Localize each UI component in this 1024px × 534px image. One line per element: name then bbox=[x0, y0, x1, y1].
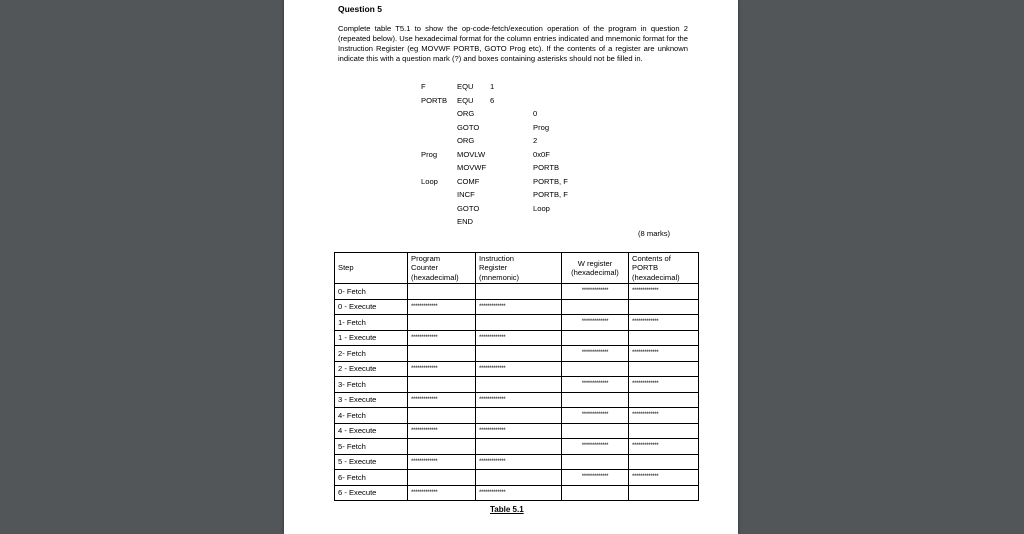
table-row bbox=[335, 454, 699, 470]
cell-portb: ************* bbox=[629, 346, 699, 362]
cell-w-register[interactable] bbox=[562, 454, 629, 470]
document-page bbox=[284, 0, 738, 534]
cell-program-counter: ************* bbox=[408, 423, 476, 439]
cell-portb[interactable] bbox=[629, 330, 699, 346]
table-row bbox=[335, 392, 699, 408]
cell-instruction-register: ************* bbox=[476, 330, 562, 346]
cell-program-counter: ************* bbox=[408, 454, 476, 470]
cell-program-counter: ************* bbox=[408, 299, 476, 315]
cell-w-register: ************* bbox=[562, 284, 629, 300]
code-label: PORTB bbox=[421, 95, 448, 105]
code-op: COMF bbox=[457, 176, 480, 186]
code-op: ORG bbox=[457, 109, 475, 118]
cell-w-register[interactable] bbox=[562, 485, 629, 501]
cell-program-counter: ************* bbox=[408, 330, 476, 346]
table-row bbox=[335, 470, 699, 486]
cell-w-register[interactable] bbox=[562, 299, 629, 315]
table-row bbox=[335, 408, 699, 424]
header-instruction-register: Instruction Register (mnemonic) bbox=[476, 253, 562, 284]
cell-program-counter[interactable] bbox=[408, 315, 476, 331]
cell-step: 4- Fetch bbox=[335, 408, 408, 424]
cell-program-counter[interactable] bbox=[408, 439, 476, 455]
cell-step: 1 - Execute bbox=[335, 330, 408, 346]
cell-portb: ************* bbox=[629, 408, 699, 424]
cell-w-register: ************* bbox=[562, 315, 629, 331]
cell-step: 2- Fetch bbox=[335, 346, 408, 362]
cell-portb[interactable] bbox=[629, 485, 699, 501]
header-portb: Contents of PORTB (hexadecimal) bbox=[629, 253, 699, 284]
cell-w-register: ************* bbox=[562, 439, 629, 455]
table-row bbox=[335, 377, 699, 393]
cell-w-register[interactable] bbox=[562, 392, 629, 408]
cell-portb[interactable] bbox=[629, 392, 699, 408]
cell-instruction-register: ************* bbox=[476, 392, 562, 408]
cell-step: 0 - Execute bbox=[335, 299, 408, 315]
cell-portb: ************* bbox=[629, 315, 699, 331]
table-row bbox=[335, 330, 699, 346]
table-header-row bbox=[335, 253, 699, 284]
marks-label: (8 marks) bbox=[638, 229, 671, 238]
code-op: EQU bbox=[457, 82, 474, 91]
code-arg: PORTB bbox=[533, 163, 560, 172]
table-row bbox=[335, 284, 699, 300]
code-arg: 1 bbox=[490, 82, 495, 91]
cell-instruction-register[interactable] bbox=[476, 377, 562, 393]
cell-instruction-register[interactable] bbox=[476, 408, 562, 424]
table-body bbox=[335, 284, 699, 501]
code-arg: 0 bbox=[533, 109, 538, 118]
header-w-register: W register (hexadecimal) bbox=[562, 253, 629, 284]
code-arg: Prog bbox=[533, 122, 550, 132]
cell-instruction-register: ************* bbox=[476, 485, 562, 501]
cell-step: 1- Fetch bbox=[335, 315, 408, 331]
cell-step: 4 - Execute bbox=[335, 423, 408, 439]
cell-instruction-register: ************* bbox=[476, 299, 562, 315]
cell-step: 6 - Execute bbox=[335, 485, 408, 501]
cell-instruction-register[interactable] bbox=[476, 315, 562, 331]
code-op: GOTO bbox=[457, 203, 480, 213]
cell-w-register: ************* bbox=[562, 377, 629, 393]
code-label: Loop bbox=[421, 176, 438, 186]
header-step: Step bbox=[335, 253, 408, 284]
code-label: F bbox=[421, 82, 426, 91]
code-op: INCF bbox=[457, 190, 475, 199]
question-instructions: Complete table T5.1 to show the op-code-fetch/execution operation of the program in question 2 (repeated below). Use hexadecimal format for the column entries indicated and mnemonic format for the Instruction Register (eg MOVWF PORTB, GOTO Prog etc). If the contents of a register are unknown indicate this with a question mark (?) and boxes containing asterisks should not be filled in. bbox=[338, 24, 688, 63]
code-label: Prog bbox=[421, 149, 438, 159]
cell-w-register[interactable] bbox=[562, 423, 629, 439]
cell-step: 5 - Execute bbox=[335, 454, 408, 470]
table-caption: Table 5.1 bbox=[490, 505, 524, 514]
cell-instruction-register: ************* bbox=[476, 454, 562, 470]
cell-step: 6- Fetch bbox=[335, 470, 408, 486]
cell-instruction-register[interactable] bbox=[476, 439, 562, 455]
cell-w-register: ************* bbox=[562, 470, 629, 486]
code-arg: 6 bbox=[490, 95, 495, 105]
code-arg: 2 bbox=[533, 136, 538, 145]
question-title: Question 5 bbox=[338, 4, 382, 14]
cell-program-counter: ************* bbox=[408, 392, 476, 408]
code-arg: 0x0F bbox=[533, 149, 550, 159]
cell-step: 5- Fetch bbox=[335, 439, 408, 455]
cell-program-counter[interactable] bbox=[408, 346, 476, 362]
cell-instruction-register: ************* bbox=[476, 361, 562, 377]
table-row bbox=[335, 423, 699, 439]
cell-instruction-register[interactable] bbox=[476, 470, 562, 486]
cell-portb[interactable] bbox=[629, 299, 699, 315]
cell-w-register[interactable] bbox=[562, 330, 629, 346]
code-arg: PORTB, F bbox=[533, 190, 568, 199]
code-op: MOVWF bbox=[457, 163, 487, 172]
code-op: END bbox=[457, 217, 474, 226]
table-row bbox=[335, 439, 699, 455]
cell-portb[interactable] bbox=[629, 361, 699, 377]
cell-program-counter: ************* bbox=[408, 485, 476, 501]
cell-instruction-register[interactable] bbox=[476, 284, 562, 300]
cell-w-register[interactable] bbox=[562, 361, 629, 377]
cell-step: 0- Fetch bbox=[335, 284, 408, 300]
table-row bbox=[335, 361, 699, 377]
header-program-counter: Program Counter (hexadecimal) bbox=[408, 253, 476, 284]
cell-program-counter[interactable] bbox=[408, 284, 476, 300]
code-op: GOTO bbox=[457, 122, 480, 132]
cell-portb: ************* bbox=[629, 470, 699, 486]
cell-w-register: ************* bbox=[562, 408, 629, 424]
code-arg: PORTB, F bbox=[533, 176, 568, 186]
cell-program-counter[interactable] bbox=[408, 470, 476, 486]
cell-step: 3 - Execute bbox=[335, 392, 408, 408]
table-row bbox=[335, 485, 699, 501]
cell-program-counter[interactable] bbox=[408, 408, 476, 424]
cell-instruction-register: ************* bbox=[476, 423, 562, 439]
table-row bbox=[335, 315, 699, 331]
cell-step: 3- Fetch bbox=[335, 377, 408, 393]
cell-program-counter: ************* bbox=[408, 361, 476, 377]
table-5-1 bbox=[334, 252, 699, 501]
code-op: MOVLW bbox=[457, 149, 486, 159]
cell-portb[interactable] bbox=[629, 454, 699, 470]
code-op: EQU bbox=[457, 95, 474, 105]
cell-portb[interactable] bbox=[629, 423, 699, 439]
cell-portb: ************* bbox=[629, 284, 699, 300]
cell-program-counter[interactable] bbox=[408, 377, 476, 393]
cell-step: 2 - Execute bbox=[335, 361, 408, 377]
cell-portb: ************* bbox=[629, 377, 699, 393]
cell-w-register: ************* bbox=[562, 346, 629, 362]
code-op: ORG bbox=[457, 136, 475, 145]
cell-instruction-register[interactable] bbox=[476, 346, 562, 362]
table-row bbox=[335, 346, 699, 362]
table-row bbox=[335, 299, 699, 315]
code-arg: Loop bbox=[533, 203, 550, 213]
cell-portb: ************* bbox=[629, 439, 699, 455]
